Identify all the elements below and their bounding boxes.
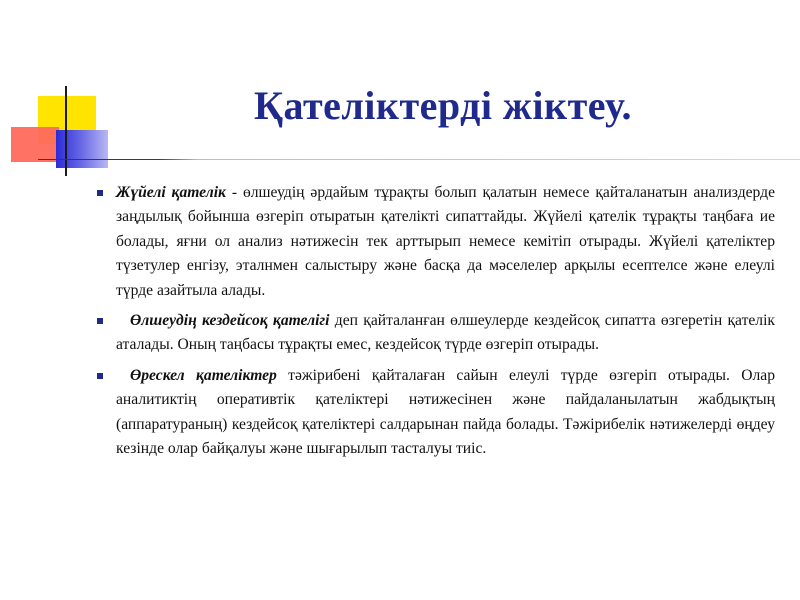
bullet-item-systematic-error: [95, 181, 775, 303]
decorative-corner-graphic: [0, 0, 120, 180]
slide-body: [95, 181, 775, 467]
bullet-item-gross-error: [95, 364, 775, 462]
blue-square-decoration: [56, 130, 108, 168]
term-random-error: Өлшеудің кездейсоқ қателігі: [130, 312, 330, 330]
definition-gross-error: тәжірибені қайталаған сайын елеулі түрде өзгеріп отырады. Олар аналитиктің оперативтік қателіктері нәтижесінен және пайдаланылатын жабдықтың (аппаратураның) кездейсоқ қателіктері салдарынан пайда болады. Тәжірибелік нәтижелерді өңдеу кезінде олар байқалуы және шығарылып тасталуы тиіс.: [116, 366, 776, 458]
square-bullet-icon: [97, 318, 103, 324]
red-square-decoration: [11, 127, 59, 162]
square-bullet-icon: [97, 190, 103, 196]
slide-title: Қателіктерді жіктеу.: [253, 83, 632, 128]
square-bullet-icon: [97, 373, 103, 379]
definition-systematic-error: - өлшеудің әрдайым тұрақты болып қалатын немесе қайталанатын анализдерде заңдылық бойынша өзгеріп отыратын қателікті сипаттайды. Жүйелі қателік тұрақты таңбаға ие болады, яғни ол анализ нәтижесін тек арттырып немесе кемітіп отырады. Жүйелі қателіктер түзетулер енгізу, эталнмен салыстыру және басқа да мәселелер арқылы есептелсе және елеулі түрде азайтыла алады.: [116, 184, 775, 299]
bullet-item-random-error: [95, 309, 775, 358]
term-gross-error: Өрескел қателіктер: [130, 366, 277, 384]
term-systematic-error: Жүйелі қателік: [116, 184, 226, 201]
vertical-rule-decoration: [65, 86, 67, 176]
definition-random-error: деп қайталанған өлшеулерде кездейсоқ сипатта өзгеретін қателік аталады. Оның таңбасы тұрақты емес, кездейсоқ түрде өзгеріп отырады.: [116, 312, 776, 354]
horizontal-rule-divider: [38, 159, 800, 160]
